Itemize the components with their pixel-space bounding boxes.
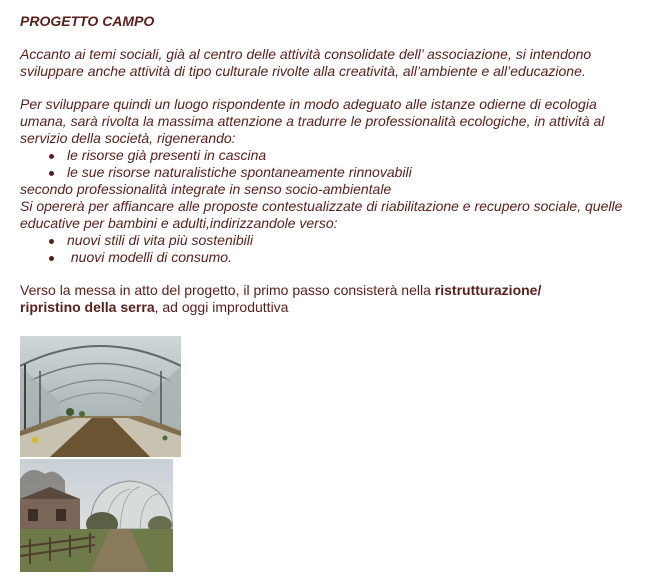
first-step-bold-text: ristrutturazione/	[434, 282, 542, 298]
first-step-line-2	[20, 299, 665, 316]
resources-list	[20, 147, 665, 181]
intro-line-2: sviluppare anche attività di tipo culturale rivolte alla creatività, all’ambiente e all’educazione.	[20, 63, 586, 79]
development-line-2: umana, sarà rivolta la massima attenzione a tradurre le professionalità ecologiche, in attività al	[20, 113, 605, 129]
integration-line-1: secondo professionalità integrate in senso socio-ambientale	[20, 181, 392, 197]
intro-line-1: Accanto ai temi sociali, già al centro delle attività consolidate dell’ associazione, si intendono	[20, 46, 592, 62]
development-line-1: Per sviluppare quindi un luogo rispondente in modo adeguato alle istanze odierne di ecologia	[20, 96, 597, 112]
first-step-line-1	[20, 282, 665, 299]
first-step-text-2: , ad oggi improduttiva	[154, 299, 289, 315]
first-step-paragraph	[20, 282, 665, 316]
list-item: le sue risorse naturalistiche spontaneamente rinnovabili	[67, 164, 665, 181]
intro-paragraph	[20, 46, 665, 80]
list-item: nuovi stili di vita più sostenibili	[67, 232, 665, 249]
development-line-3: servizio della società, rigenerando:	[20, 130, 236, 146]
greenhouse-interior-photo	[20, 336, 181, 457]
page-title: PROGETTO CAMPO	[20, 13, 155, 29]
directions-list	[20, 232, 665, 266]
list-item: le risorse già presenti in cascina	[67, 147, 665, 164]
first-step-text: Verso la messa in atto del progetto, il primo passo consisterà nella	[20, 282, 435, 298]
development-paragraph	[20, 96, 665, 147]
greenhouse-exterior-photo	[20, 459, 173, 572]
integration-line-2: Si opererà per affiancare alle proposte contestualizzate di riabilitazione e recupero sociale, quelle	[20, 198, 623, 214]
first-step-bold-text-2: ripristino della serra	[20, 299, 155, 315]
article	[20, 12, 665, 316]
integration-paragraph	[20, 181, 665, 232]
integration-line-3: educative per bambini e adulti,indirizzandole verso:	[20, 215, 338, 231]
list-item: nuovi modelli di consumo.	[67, 249, 665, 266]
